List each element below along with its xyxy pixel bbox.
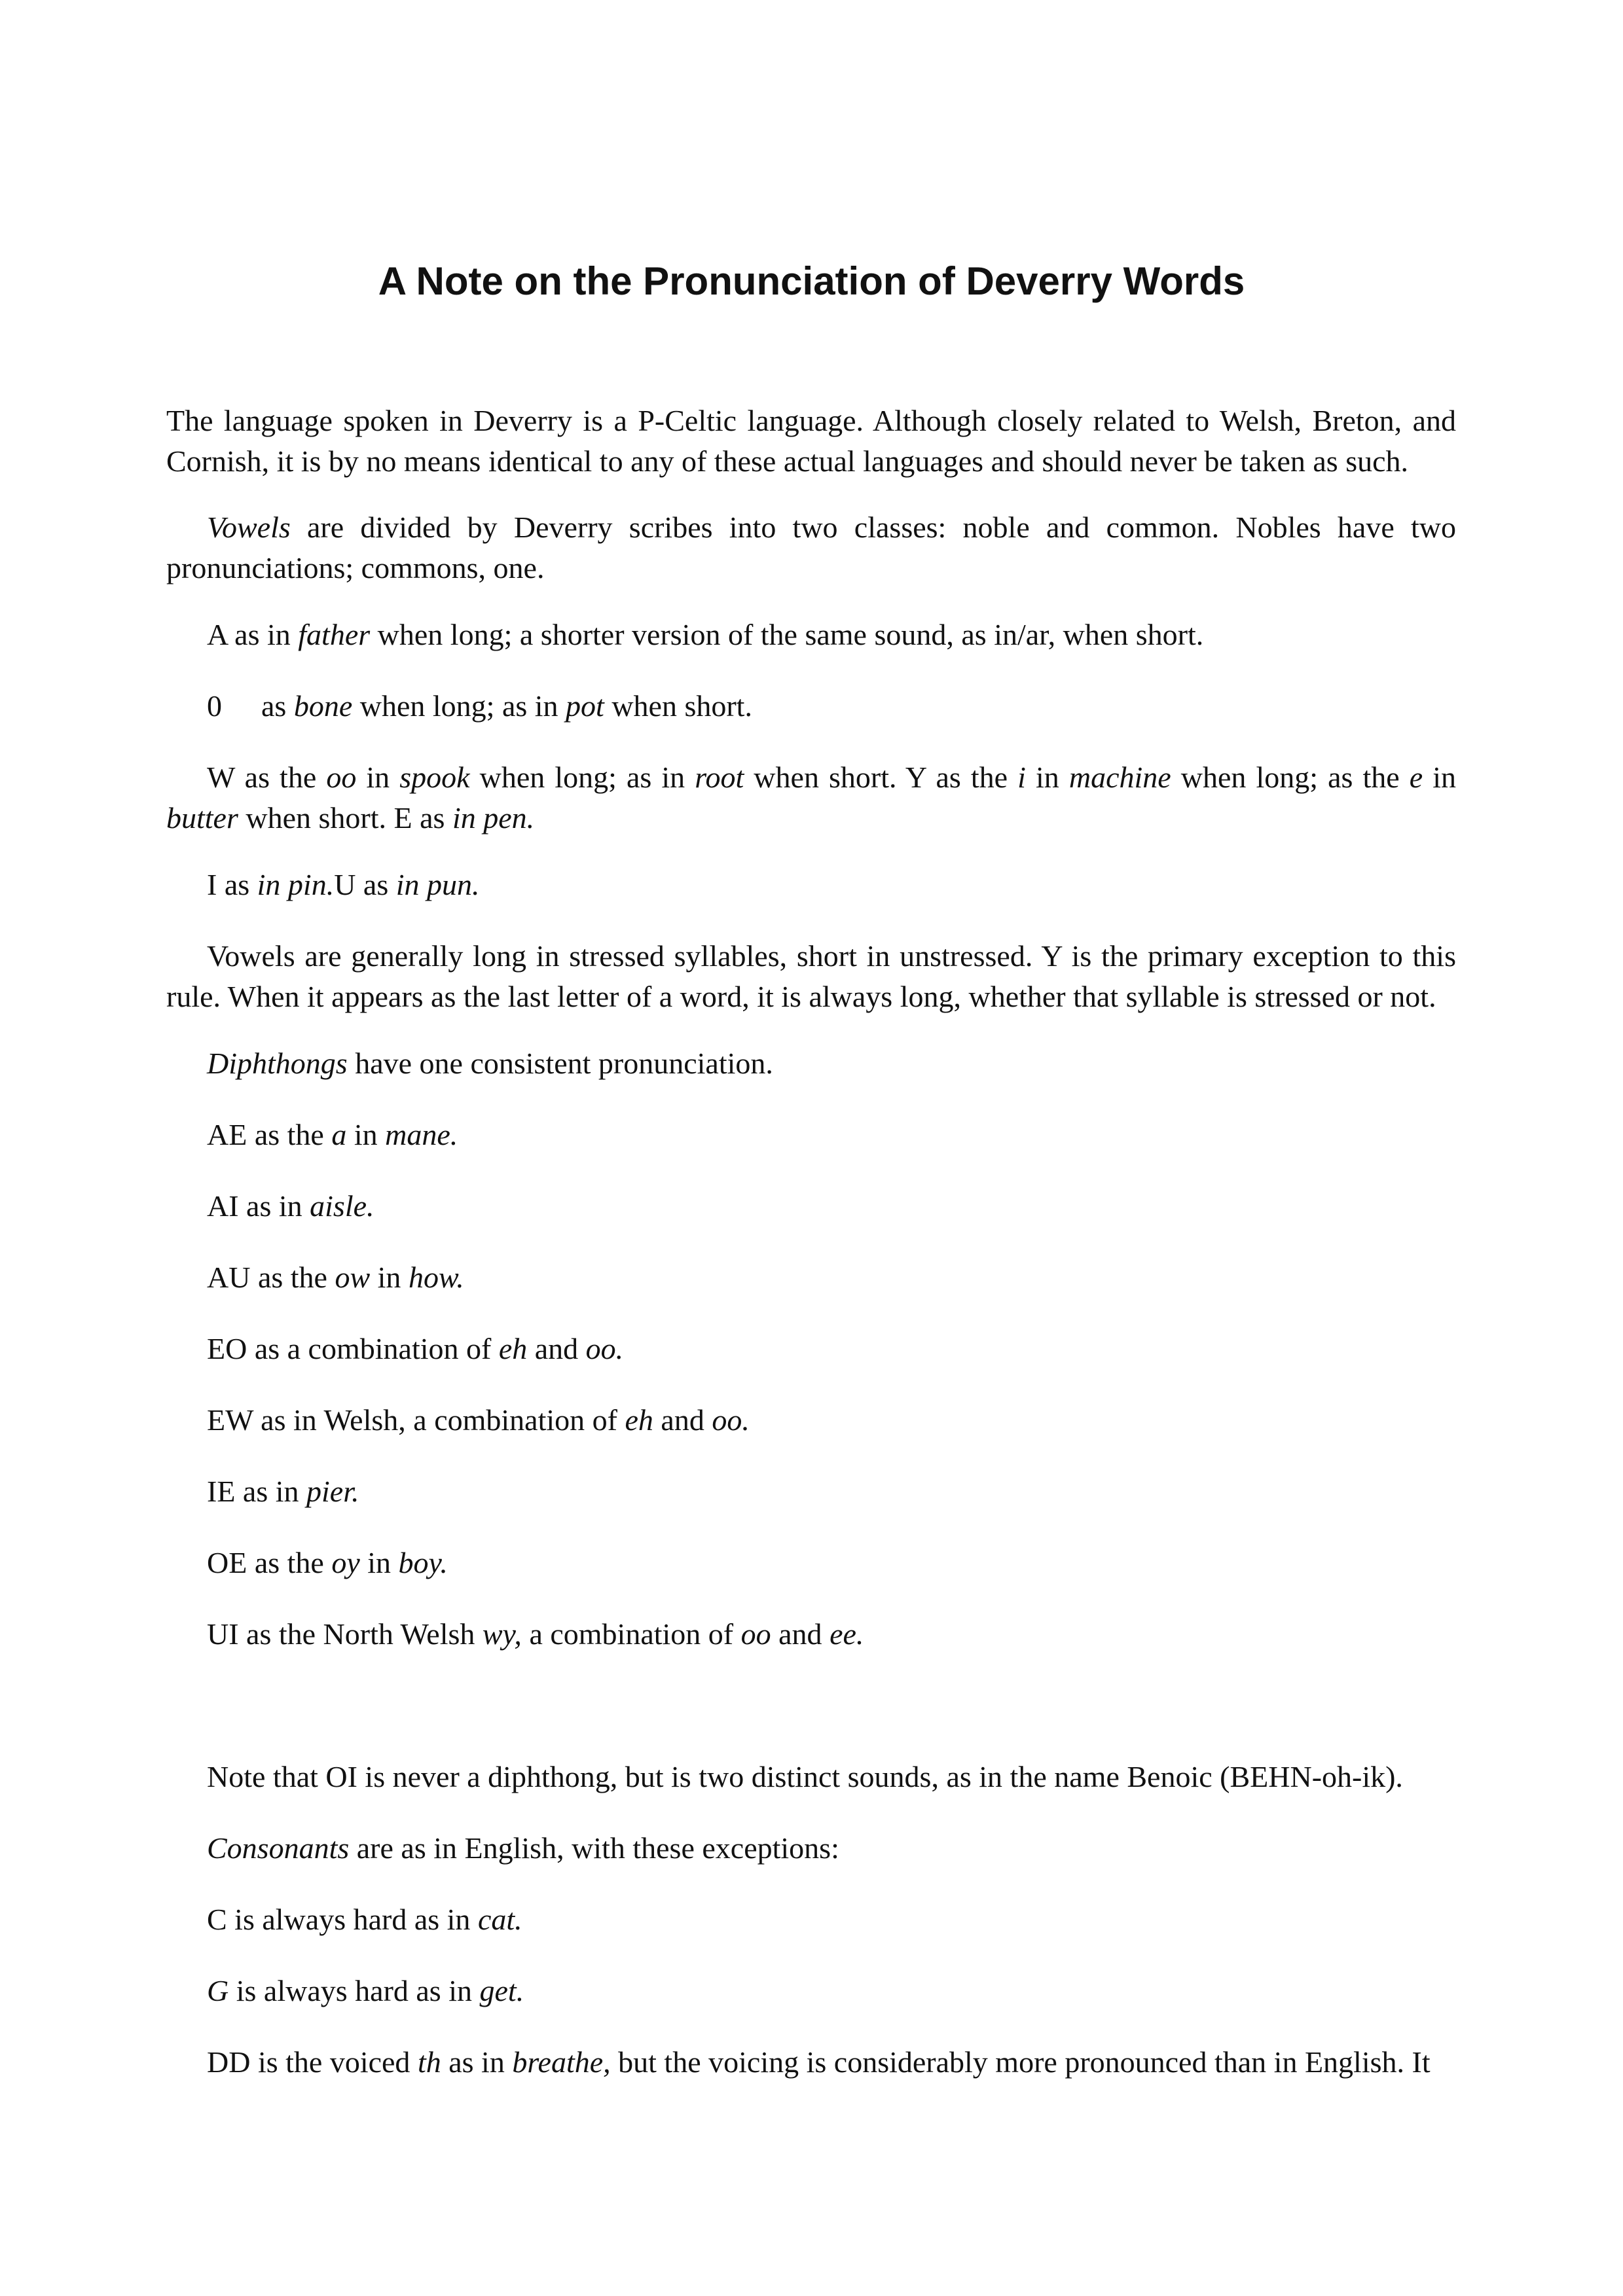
diphthong-au: AU as the ow in how. (207, 1261, 464, 1294)
diphthong-ie: IE as in pier. (207, 1475, 359, 1508)
consonants-intro-paragraph: Consonants are as in English, with these exceptions: (207, 1831, 839, 1865)
diphthong-eo: EO as a combination of eh and oo. (207, 1332, 624, 1365)
consonant-g: G is always hard as in get. (207, 1974, 524, 2007)
term-vowels: Vowels (207, 511, 291, 544)
vowel-a-paragraph: A as in father when long; a shorter version of the same sound, as in/ar, when short. (207, 618, 1204, 651)
diphthong-oe: OE as the oy in boy. (207, 1546, 448, 1579)
term-consonants: Consonants (207, 1831, 350, 1865)
term-diphthongs: Diphthongs (207, 1047, 348, 1080)
diphthong-ew: EW as in Welsh, a combination of eh and oo. (207, 1403, 750, 1437)
vowel-rule-paragraph: Vowels are generally long in stressed syllables, short in unstressed. Y is the primary exception to this rule. When it appears as the last letter of a word, it is always long, whether that syllable is stressed or not. (166, 939, 1456, 1013)
page-title: A Note on the Pronunciation of Deverry Words (378, 259, 1245, 303)
diphthongs-intro-paragraph: Diphthongs have one consistent pronunciation. (207, 1047, 773, 1080)
vowel-o-paragraph: 0 as bone when long; as in pot when short. (207, 689, 752, 723)
consonant-dd: DD is the voiced th as in breathe, but the voicing is considerably more pronounced than in English. It (207, 2045, 1431, 2079)
intro-paragraph: The language spoken in Deverry is a P-Celtic language. Although closely related to Welsh, Breton, and Cornish, it is by no means identical to any of these actual languages and should never be taken as such. (166, 404, 1456, 478)
diphthong-ui: UI as the North Welsh wy, a combination of oo and ee. (207, 1617, 864, 1651)
vowel-i-u-paragraph: I as in pin.U as in pun. (207, 868, 480, 901)
vowels-intro-paragraph: Vowels are divided by Deverry scribes into two classes: noble and common. Nobles have two pronunciations; commons, one. (166, 511, 1456, 584)
note-oi-paragraph: Note that OI is never a diphthong, but is two distinct sounds, as in the name Benoic (BEHN-oh-ik). (207, 1760, 1403, 1793)
consonant-c: C is always hard as in cat. (207, 1903, 522, 1936)
diphthong-ai: AI as in aisle. (207, 1189, 374, 1223)
vowel-w-y-e-paragraph: W as the oo in spook when long; as in root when short. Y as the i in machine when long; as the e in butter when short. E as in pen. (166, 761, 1457, 834)
diphthong-ae: AE as the a in mane. (207, 1118, 458, 1151)
